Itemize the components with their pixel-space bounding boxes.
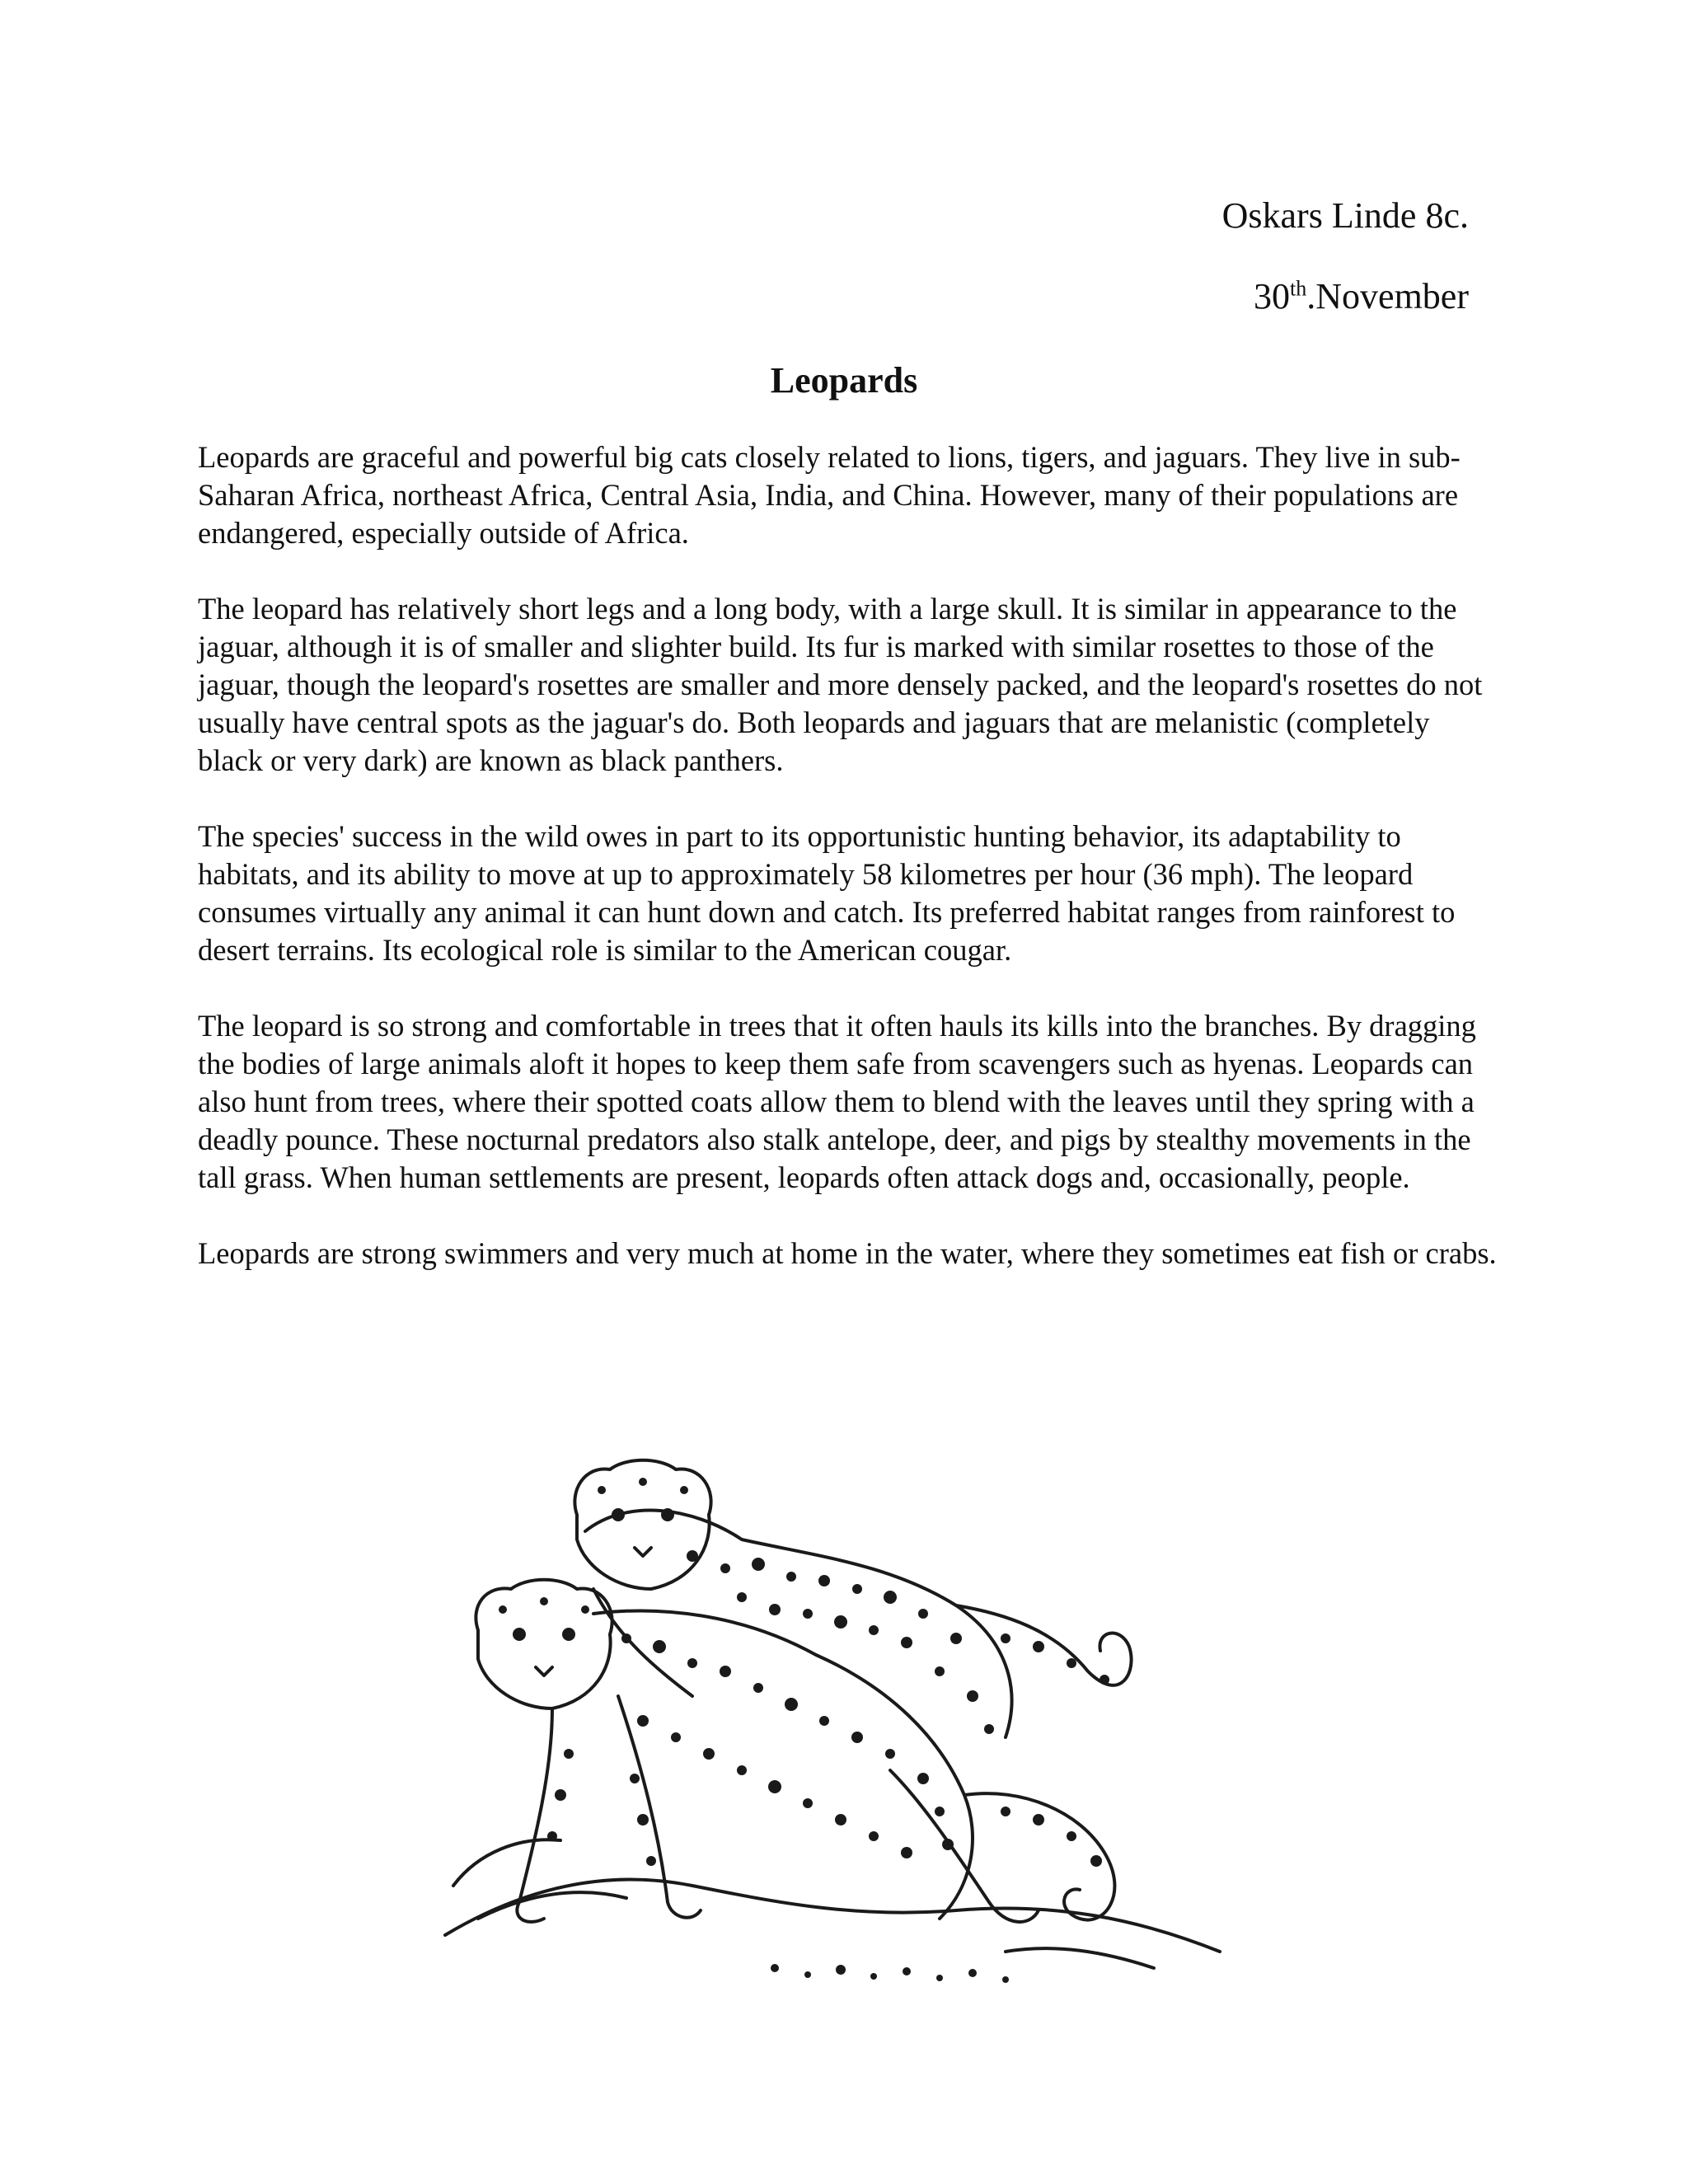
date-ordinal-suffix: th bbox=[1290, 276, 1307, 301]
date-day: 30 bbox=[1254, 276, 1291, 316]
date-month: .November bbox=[1306, 276, 1469, 316]
document-title: Leopards bbox=[770, 360, 918, 401]
author-line: Oskars Linde 8c. bbox=[1221, 195, 1469, 236]
paragraph-intro: Leopards are graceful and powerful big cats closely related to lions, tigers, and jaguars. They live in sub-Saharan Africa, northeast Africa, Central Asia, India, and China. However, many of their populations are endangered, especially outside of Africa. bbox=[198, 440, 1461, 550]
paragraph-swimming: Leopards are strong swimmers and very much at home in the water, where they sometimes eat fish or crabs. bbox=[198, 1236, 1497, 1270]
paragraph-behavior: The species' success in the wild owes in part to its opportunistic hunting behavior, its adaptability to habitats, and its ability to move at up to approximately 58 kilometres per hour (36 mph). The leopard consumes virtually any animal it can hunt down and catch. Its preferred habitat ranges from rainforest to desert terrains. Its ecological role is similar to the American cougar. bbox=[198, 819, 1456, 967]
body-text bbox=[198, 438, 1500, 1310]
date-line bbox=[1254, 272, 1469, 321]
leopards-drawing bbox=[429, 1424, 1236, 2001]
leopards-illustration bbox=[429, 1424, 1236, 2001]
paragraph-appearance: The leopard has relatively short legs and a long body, with a large skull. It is similar in appearance to the jaguar, although it is of smaller and slighter build. Its fur is marked with similar rosettes to those of the jaguar, though the leopard's rosettes are smaller and more densely packed, and the leopard's rosettes do not usually have central spots as the jaguar's do. Both leopards and jaguars that are melanistic (completely black or very dark) are known as black panthers. bbox=[198, 592, 1483, 777]
paragraph-trees: The leopard is so strong and comfortable in trees that it often hauls its kills into the branches. By dragging the bodies of large animals aloft it hopes to keep them safe from scavengers such as hyenas. Leopards can also hunt from trees, where their spotted coats allow them to blend with the leaves until they spring with a deadly pounce. These nocturnal predators also stalk antelope, deer, and pigs by stealthy movements in the tall grass. When human settlements are present, leopards often attack dogs and, occasionally, people. bbox=[198, 1009, 1476, 1194]
